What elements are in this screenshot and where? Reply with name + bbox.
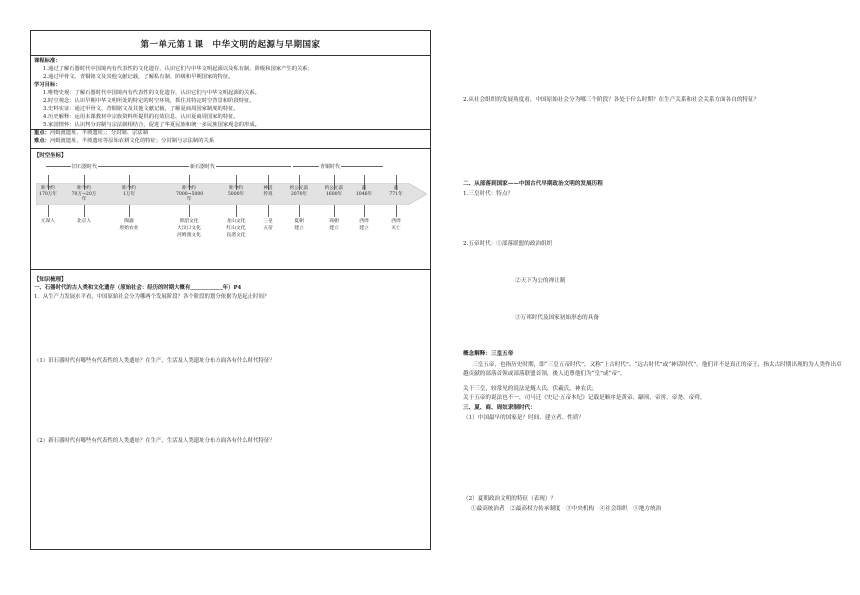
timeline-event-label: 北京人 <box>76 219 92 225</box>
timeline-stem <box>129 205 130 217</box>
timeline-event-label: 西周 灭亡 <box>391 219 401 232</box>
wudi-point-2: ②天下为公的禅让制 <box>515 278 566 284</box>
era-label: 旧石器时代 <box>72 164 98 171</box>
goal-item: 4.历史解释：运用本课教材中宗族资料所提供的有效信息，认识夏商周国家的特征。 <box>43 113 239 120</box>
timeline-date-label: 前 771年 <box>389 186 403 197</box>
goal-item: 2.时空观念：认识早期中华文明所处的特定的时空环境，抓住其特定时空背景和阶段特征。 <box>43 97 255 104</box>
difficult-text: 河姆渡遗址、半坡遗址等原始农耕文化的特征；分封制与宗法制的关系 <box>49 138 215 145</box>
right-panel <box>463 30 846 590</box>
knowledge-tag: 【知识梳理】 <box>34 277 67 284</box>
timeline-stem <box>189 205 190 217</box>
standards-section <box>31 56 430 129</box>
timeline-event-label: 龙山文化 红山文化 良渚文化 <box>226 219 246 239</box>
key-text: 河姆渡遗址、半坡遗址；；分封制、宗法制 <box>49 130 148 137</box>
standards-heading: 课程标准： <box>34 58 61 64</box>
timeline-event-label: 商朝 建立 <box>329 219 339 232</box>
timeline-event-label: 三皇 五帝 <box>263 219 273 232</box>
worksheet-page <box>30 30 842 565</box>
section-2-heading: 二、从部落到国家——中国古代早期政治文明的发展历程 <box>463 181 603 187</box>
question-4-items: ①最高统治者 ②最高权力传承制度 ③中央机构 ④社会组织 ⑤地方统治 <box>471 506 662 512</box>
era-label: 青铜时代 <box>320 164 341 171</box>
concept-heading: 概念解释：三皇五帝 <box>463 351 514 357</box>
wudi-point-1: 2.五帝时代：①部落联盟的政治组织 <box>463 241 553 247</box>
timeline-date-label: 神话 传说 <box>263 186 273 197</box>
page-title: 第一单元第１课 中华文明的起源与早期国家 <box>31 31 430 56</box>
goals-heading: 学习目标： <box>34 81 61 88</box>
timeline-event-label: 夏朝 建立 <box>294 219 304 232</box>
goal-item: 1.唯物史观：了解石器时代中国境内有代表性的文化遗存，认识它们与中华文明起源的关系。 <box>43 89 260 96</box>
timeline-date-label: 距今约 5000年 <box>227 186 245 197</box>
timeline-stem <box>396 205 397 217</box>
timeline-date-label: 距今约 1万年 <box>122 186 136 197</box>
question-4: （2）夏朝政治文明的特征（表现）？ <box>463 496 557 502</box>
question-3: （1）中国最早的国家是？时间、建立者、性质？ <box>463 415 585 421</box>
timeline <box>31 148 430 270</box>
timeline-stem <box>364 205 365 217</box>
timeline-date-label: 距今约 70万~20万年 <box>71 186 97 203</box>
sanhuang-question: 1.三皇时代：特点？ <box>463 191 514 197</box>
concept-line-2: 关于三皇，较常见的说法是燧人氏、伏羲氏、神农氏； <box>463 386 598 392</box>
timeline-date-label: 距今约 170万年 <box>39 186 57 197</box>
key-label: 重点： <box>34 130 50 137</box>
knowledge-section <box>31 270 430 445</box>
standard-item: 1.通过了解石器时代中国境内有代表性的文化遗存，认识它们与中华文明起源以及私有制、阶级和国家产生的关系； <box>43 65 313 72</box>
timeline-event-label: 仰韶文化 大汶口文化 河姆渡文化 <box>177 219 201 239</box>
timeline-date-label: 距今约 7000~5000年 <box>176 186 204 203</box>
timeline-stem <box>299 205 300 217</box>
timeline-date-label: 约公元前 1600年 <box>324 186 344 197</box>
timeline-stem <box>268 205 269 217</box>
timeline-event-label: 元谋人 <box>40 219 56 225</box>
section-1-heading: 一、石器时代的古人类和文化遗存（原始社会：经历的时期大概有＿＿＿＿＿＿年）P4 <box>34 285 242 292</box>
timeline-event-label: 西周 建立 <box>359 219 369 232</box>
difficult-label: 难点： <box>34 138 50 145</box>
question-1a: （1）旧石器时代有哪些有代表性的人类遗址？在生产、生活及人类遗址分布方面各有什么时代特征？ <box>34 357 275 364</box>
wudi-point-3: ③万邦时代及国家初始形态的具备 <box>515 315 599 321</box>
question-1b: （2）新石器时代有哪些有代表性的人类遗址？在生产、生活及人类遗址分布方面各有什么时代特征？ <box>34 437 275 444</box>
goal-item: 5.家国情怀：认识判分封制与宗法制相结合，促进了华夏民族和统一多民族国家观念的形成。 <box>43 121 260 128</box>
concept-line-3: 关于五帝的说法也不一，司马迁《史记·五帝本纪》记载是顺序是黄帝、颛顼、帝喾、帝尧、帝舜。 <box>463 395 706 401</box>
section-3-heading: 三、夏、商、周奴隶制时代： <box>463 405 536 411</box>
timeline-stem <box>48 205 49 217</box>
timeline-date-label: 约公元前 2070年 <box>289 186 309 197</box>
goal-item: 3.史料实证：通过甲骨文、青铜铭文及其他文献记载，了解夏商周国家制度的特征。 <box>43 105 239 112</box>
standard-item: 2.通过甲骨文、青铜铭文及其他文献记载，了解私有制、阶级和早期国家的特征。 <box>43 73 234 80</box>
question-2: 2.从社会组织的发展角度看，中国原始社会分为哪三个阶段？各处于什么时期？在生产关系和社会关系方面各自的特征？ <box>463 97 760 103</box>
concept-text: 三皇五帝，也指历史时期，即“三皇五帝时代”，又称“上古时代”、“远古时代”或“神话时代”。他们并不是真正的帝王，指太古时期出现的为人类作出卓越贡献的部落首领或部落联盟首领，後人追尊他们为“皇”或“帝”。 <box>463 362 842 377</box>
era-label: 新石器时代 <box>190 164 216 171</box>
timeline-stem <box>236 205 237 217</box>
question-1: 1．从生产力发展水平看，中国原始社会分为哪两个发展阶段？各个阶段的划分依据为是起止时间？ <box>34 293 270 300</box>
timeline-event-label: 陶器 原始农业 <box>119 219 139 232</box>
difficult-points <box>31 138 430 148</box>
left-panel <box>30 30 431 550</box>
timeline-stem <box>334 205 335 217</box>
timeline-date-label: 前 1046年 <box>355 186 373 197</box>
timeline-stem <box>84 205 85 217</box>
timeline-tag: 【时空坐标】 <box>34 153 67 160</box>
